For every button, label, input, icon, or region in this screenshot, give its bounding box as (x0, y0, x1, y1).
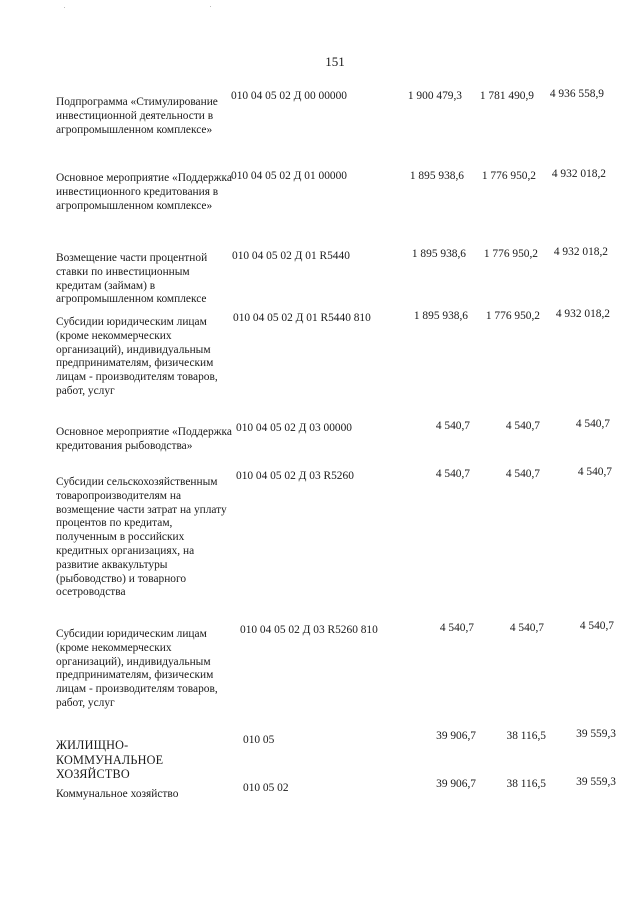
row-code: 010 04 05 02 Д 03 R5260 810 (240, 624, 378, 636)
row-value-3: 4 932 018,2 (551, 168, 606, 180)
row-value-3: 4 936 558,9 (549, 88, 604, 100)
scan-speck (210, 6, 211, 7)
row-value-3: 4 540,7 (579, 620, 614, 632)
scan-speck (64, 7, 65, 8)
row-name: Субсидии юридическим лицам (кроме некоммерческих организаций), индивидуальным предпринимателям, физическим лицам - производителям товаров, работ, услуг (56, 628, 218, 709)
row-value-1: 1 900 479,3 (407, 90, 462, 102)
row-value-1: 39 906,7 (436, 730, 476, 742)
row-value-3: 4 932 018,2 (553, 246, 608, 258)
row-code: 010 04 05 02 Д 00 00000 (231, 90, 347, 102)
row-value-2: 4 540,7 (505, 468, 540, 480)
row-code: 010 04 05 02 Д 01 R5440 (232, 250, 350, 262)
row-value-3: 4 540,7 (575, 418, 610, 430)
row-value-1: 4 540,7 (439, 622, 474, 634)
row-code: 010 04 05 02 Д 03 00000 (236, 422, 352, 434)
row-value-1: 1 895 938,6 (413, 310, 468, 322)
row-code: 010 05 (243, 734, 275, 746)
row-value-2: 4 540,7 (509, 622, 544, 634)
page-number: 151 (325, 54, 345, 69)
row-value-2: 38 116,5 (506, 778, 546, 790)
row-value-3: 39 559,3 (576, 728, 616, 740)
row-value-1: 39 906,7 (436, 778, 476, 790)
row-value-1: 1 895 938,6 (411, 248, 466, 260)
row-value-3: 39 559,3 (576, 776, 616, 788)
row-value-2: 1 781 490,9 (479, 90, 534, 102)
row-value-1: 4 540,7 (435, 420, 470, 432)
row-name: Подпрограмма «Стимулирование инвестиционной деятельности в агропромышленном комплексе» (56, 96, 218, 136)
row-name: Коммунальное хозяйство (56, 788, 179, 800)
row-value-3: 4 540,7 (577, 466, 612, 478)
row-name: ЖИЛИЩНО-КОММУНАЛЬНОЕ ХОЗЯЙСТВО (56, 738, 164, 782)
row-code: 010 04 05 02 Д 01 00000 (231, 170, 347, 182)
row-code: 010 05 02 (243, 782, 289, 794)
row-name: Субсидии юридическим лицам (кроме некоммерческих организаций), индивидуальным предпринимателям, физическим лицам - производителям товаров, работ, услуг (56, 316, 218, 397)
row-value-2: 38 116,5 (506, 730, 546, 742)
row-value-2: 1 776 950,2 (483, 248, 538, 260)
row-value-1: 4 540,7 (435, 468, 470, 480)
row-value-3: 4 932 018,2 (555, 308, 610, 320)
row-code: 010 04 05 02 Д 03 R5260 (236, 470, 354, 482)
row-code: 010 04 05 02 Д 01 R5440 810 (233, 312, 371, 324)
row-value-1: 1 895 938,6 (409, 170, 464, 182)
row-name: Субсидии сельскохозяйственным товаропроизводителям на возмещение части затрат на уплату процентов по кредитам, полученным в российских кредитных организациях, на развитие аквакультуры (рыбоводство) и товарного осетроводства (56, 476, 227, 599)
row-name: Основное мероприятие «Поддержка кредитования рыбоводства» (56, 426, 232, 452)
row-name: Основное мероприятие «Поддержка инвестиционного кредитования в агропромышленном комплексе» (56, 172, 232, 212)
row-value-2: 1 776 950,2 (485, 310, 540, 322)
row-name: Возмещение части процентной ставки по инвестиционным кредитам (займам) в агропромышленном комплексе (56, 252, 208, 306)
row-value-2: 1 776 950,2 (481, 170, 536, 182)
row-value-2: 4 540,7 (505, 420, 540, 432)
